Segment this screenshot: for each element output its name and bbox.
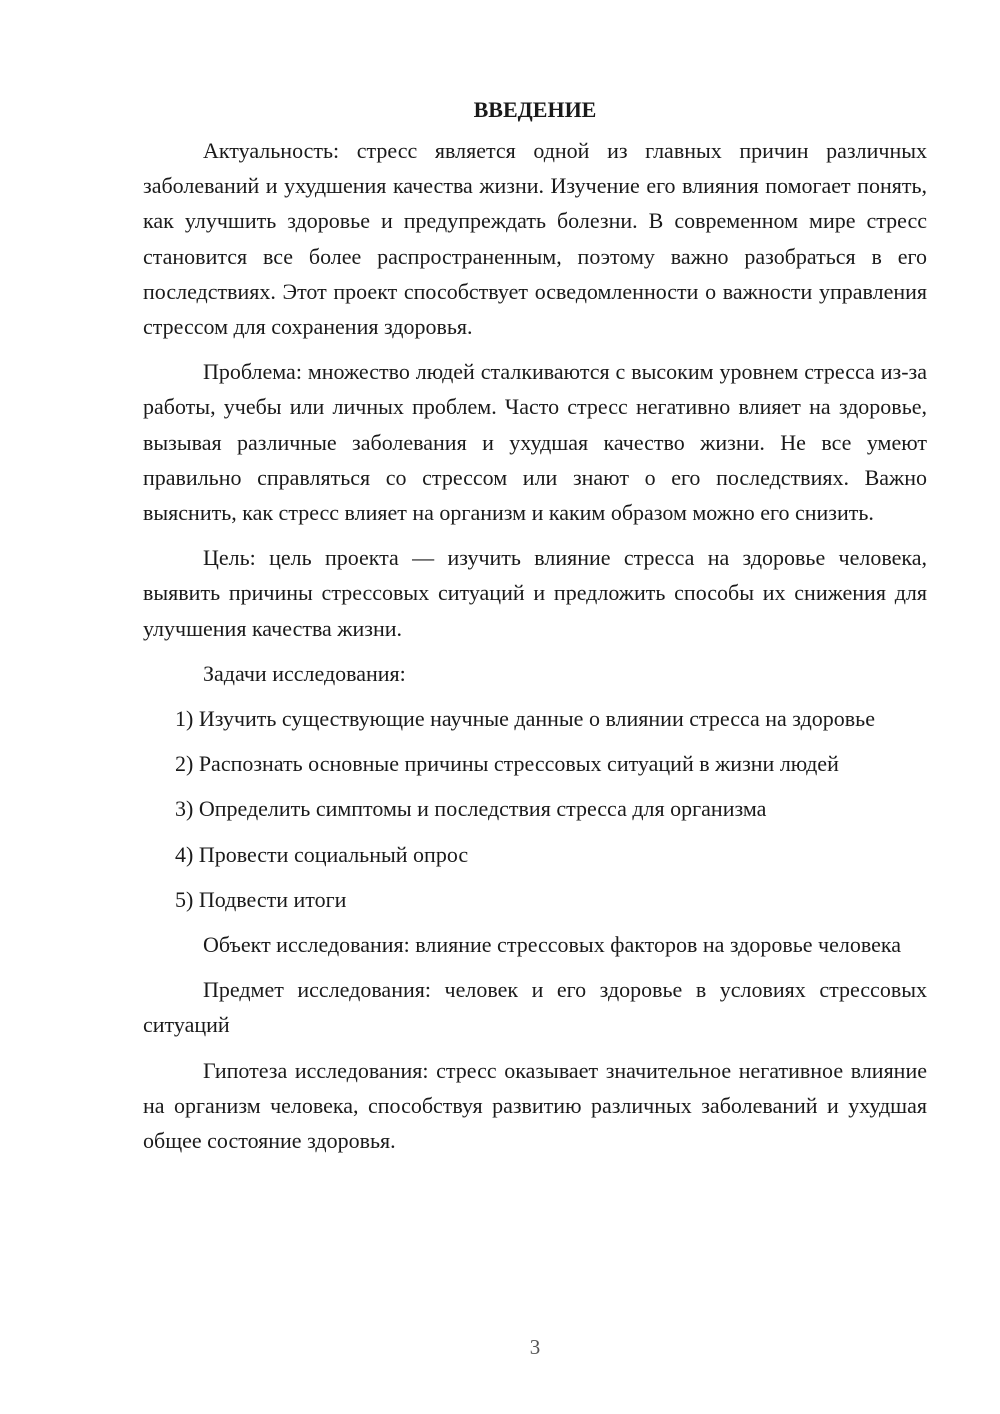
goal-paragraph: Цель: цель проекта — изучить влияние стресса на здоровье человека, выявить причины стрессовых ситуаций и предложить способы их снижения для улучшения качества жизни. bbox=[143, 545, 927, 641]
task-item-3: 3) Определить симптомы и последствия стресса для организма bbox=[175, 796, 767, 822]
relevance-paragraph: Актуальность: стресс является одной из главных причин различных заболеваний и ухудшения качества жизни. Изучение его влияния помогает понять, как улучшить здоровье и предупреждать болезни. В современном мире стресс становится все более распространенным, поэтому важно разобраться в его последствиях. Этот проект способствует осведомленности о важности управления стрессом для сохранения здоровья. bbox=[143, 138, 927, 340]
object-paragraph: Объект исследования: влияние стрессовых факторов на здоровье человека bbox=[203, 932, 902, 958]
section-title: ВВЕДЕНИЕ bbox=[473, 97, 597, 122]
tasks-list bbox=[143, 701, 927, 917]
task-item-1: 1) Изучить существующие научные данные о влиянии стресса на здоровье bbox=[175, 706, 875, 732]
task-item-5: 5) Подвести итоги bbox=[175, 886, 347, 912]
task-item-2: 2) Распознать основные причины стрессовых ситуаций в жизни людей bbox=[175, 751, 839, 777]
page-content bbox=[143, 95, 927, 1168]
tasks-heading: Задачи исследования: bbox=[203, 660, 406, 686]
subject-paragraph: Предмет исследования: человек и его здоровье в условиях стрессовых ситуаций bbox=[143, 977, 927, 1038]
task-item-4: 4) Провести социальный опрос bbox=[175, 841, 469, 867]
hypothesis-paragraph: Гипотеза исследования: стресс оказывает значительное негативное влияние на организм человека, способствуя развитию различных заболеваний и ухудшая общее состояние здоровья. bbox=[143, 1057, 927, 1154]
page-number: 3 bbox=[529, 1335, 541, 1359]
problem-paragraph: Проблема: множество людей сталкиваются с высоким уровнем стресса из-за работы, учебы или личных проблем. Часто стресс негативно влияет на здоровье, вызывая различные заболевания и ухудшая качество жизни. Не все умеют правильно справляться со стрессом или знают о его последствиях. Важно выяснить, как стресс влияет на организм и каким образом можно его снизить. bbox=[143, 359, 927, 526]
